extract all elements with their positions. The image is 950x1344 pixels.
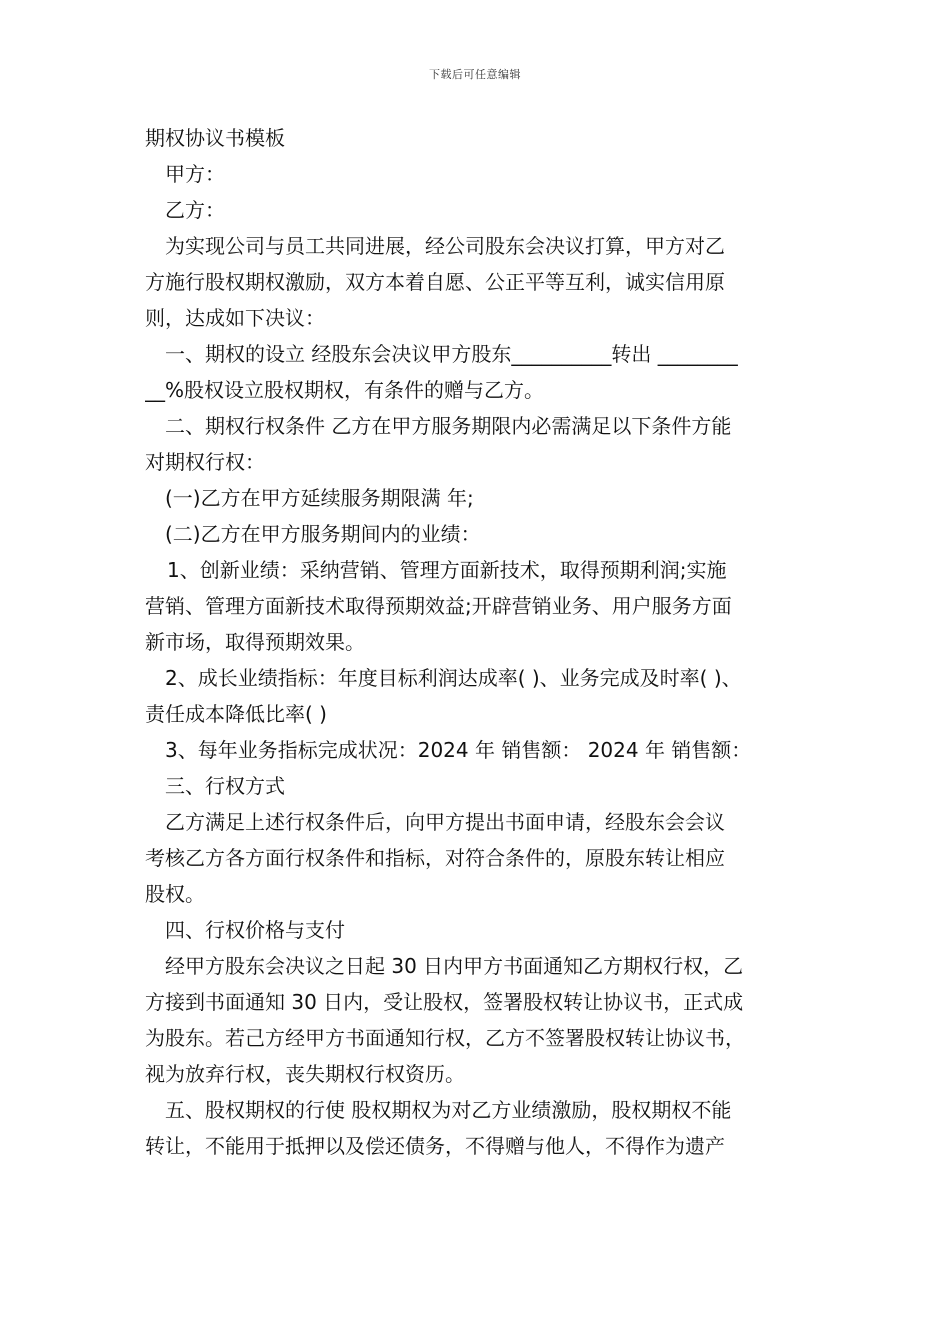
item-1-line: 营销、管理方面新技术取得预期效益;开辟营销业务、用户服务方面 — [145, 594, 732, 618]
section-4-paragraph — [145, 948, 810, 1092]
document-title: 期权协议书模板 — [145, 126, 285, 150]
section-4-title: 四、行权价格与支付 — [165, 918, 345, 942]
section-4-line: 经甲方股东会决议之日起 30 日内甲方书面通知乙方期权行权，乙 — [165, 954, 744, 978]
section-3-line: 考核乙方各方面行权条件和指标，对符合条件的，原股东转让相应 — [145, 846, 725, 870]
section-4-line: 为股东。若己方经甲方书面通知行权，乙方不签署股权转让协议书， — [145, 1026, 745, 1050]
intro-paragraph — [145, 228, 810, 336]
section-3-line: 乙方满足上述行权条件后，向甲方提出书面申请，经股东会会议 — [165, 810, 725, 834]
intro-line: 方施行股权期权激励，双方本着自愿、公正平等互利，诚实信用原 — [145, 270, 725, 294]
section-1-paragraph — [145, 336, 810, 408]
party-a-label: 甲方： — [165, 162, 225, 186]
item-3: 3、每年业务指标完成状况：2024 年 销售额： 2024 年 销售额： — [165, 738, 752, 762]
item-1-line: 1、创新业绩：采纳营销、管理方面新技术，取得预期利润;实施 — [167, 558, 727, 582]
section-1-line: __%股权设立股权期权，有条件的赠与乙方。 — [145, 378, 545, 402]
item-2-paragraph — [145, 660, 810, 732]
condition-1: (一)乙方在甲方延续服务期限满 年; — [165, 486, 474, 510]
item-2-line: 2、成长业绩指标：年度目标利润达成率( )、业务完成及时率( )、 — [165, 666, 742, 690]
page-header: 下载后可任意编辑 — [429, 68, 521, 81]
section-2-line: 二、期权行权条件 乙方在甲方服务期限内必需满足以下条件方能 — [165, 414, 732, 438]
section-3-line: 股权。 — [145, 882, 205, 906]
section-5-line: 转让，不能用于抵押以及偿还债务，不得赠与他人，不得作为遗产 — [145, 1134, 725, 1158]
intro-line: 则，达成如下决议： — [145, 306, 325, 330]
section-5-line: 五、股权期权的行使 股权期权为对乙方业绩激励，股权期权不能 — [165, 1098, 732, 1122]
section-2-line: 对期权行权： — [145, 450, 265, 474]
section-3-paragraph — [145, 804, 810, 912]
section-3-title: 三、行权方式 — [165, 774, 285, 798]
document-body — [145, 120, 810, 1164]
item-1-line: 新市场，取得预期效果。 — [145, 630, 365, 654]
intro-line: 为实现公司与员工共同进展，经公司股东会决议打算，甲方对乙 — [165, 234, 725, 258]
party-b-label: 乙方： — [165, 198, 225, 222]
condition-2: (二)乙方在甲方服务期间内的业绩： — [165, 522, 481, 546]
item-1-paragraph — [145, 552, 810, 660]
section-1-line: 一、期权的设立 经股东会决议甲方股东__________转出 ________ — [165, 342, 738, 366]
section-4-line: 方接到书面通知 30 日内，受让股权，签署股权转让协议书，正式成 — [145, 990, 744, 1014]
item-2-line: 责任成本降低比率( ) — [145, 702, 327, 726]
section-4-line: 视为放弃行权，丧失期权行权资历。 — [145, 1062, 465, 1086]
section-5-paragraph — [145, 1092, 810, 1164]
section-2-paragraph — [145, 408, 810, 480]
